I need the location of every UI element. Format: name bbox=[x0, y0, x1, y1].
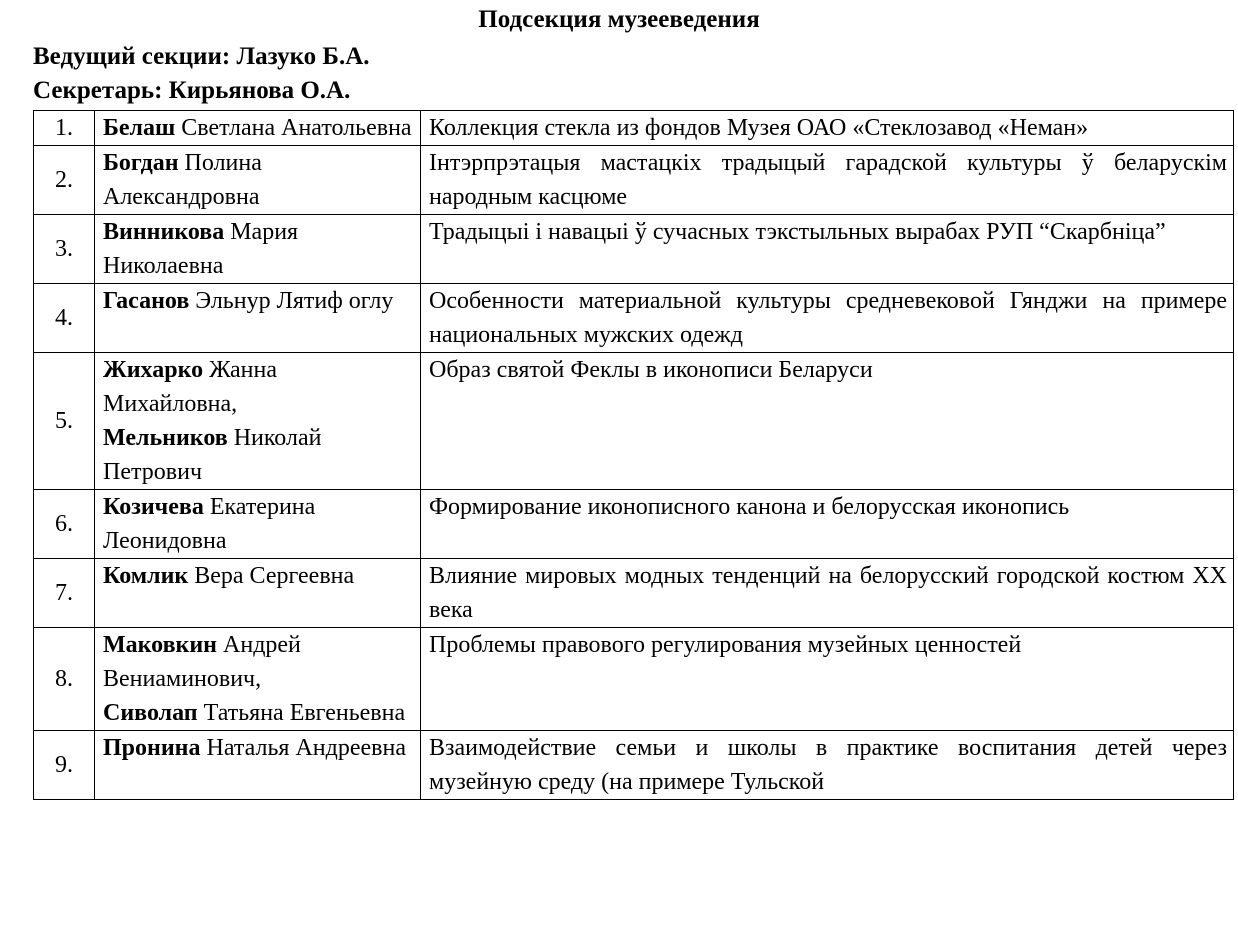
row-topic: Взаимодействие семьи и школы в практике воспитания детей через музейную среду (на примере Тульской bbox=[421, 731, 1234, 800]
author-name: Вера Сергеевна bbox=[188, 563, 355, 589]
author bbox=[103, 628, 414, 696]
author-name: Жанна Михайловна, bbox=[103, 357, 278, 417]
section-lead: Ведущий секции: Лазуко Б.А. bbox=[33, 43, 370, 70]
table-row bbox=[34, 353, 1234, 490]
row-authors bbox=[95, 146, 421, 215]
row-number: 1. bbox=[34, 111, 95, 146]
author-surname: Комлик bbox=[103, 563, 189, 589]
row-authors bbox=[95, 353, 421, 490]
row-topic: Інтэрпрэтацыя мастацкіх традыцый гарадской культуры ў беларускім народным касцюме bbox=[421, 146, 1234, 215]
row-number: 9. bbox=[34, 731, 95, 800]
table-row bbox=[34, 628, 1234, 731]
author bbox=[103, 146, 414, 214]
author-surname: Маковкин bbox=[103, 632, 218, 658]
row-topic: Коллекция стекла из фондов Музея ОАО «Стеклозавод «Неман» bbox=[421, 111, 1234, 146]
row-topic: Проблемы правового регулирования музейных ценностей bbox=[421, 628, 1234, 731]
author-name: Андрей Вениаминович, bbox=[103, 632, 301, 692]
table-row bbox=[34, 215, 1234, 284]
author-name: Наталья Андреевна bbox=[200, 735, 406, 761]
author-surname: Белаш bbox=[103, 115, 176, 141]
row-authors bbox=[95, 284, 421, 353]
table-row bbox=[34, 111, 1234, 146]
program-table bbox=[33, 110, 1234, 800]
author bbox=[103, 111, 414, 145]
row-authors bbox=[95, 628, 421, 731]
row-authors bbox=[95, 559, 421, 628]
author-name: Эльнур Лятиф оглу bbox=[189, 288, 394, 314]
page-title: Подсекция музееведения bbox=[478, 6, 760, 33]
author-surname: Винникова bbox=[103, 219, 225, 245]
author-surname: Богдан bbox=[103, 150, 179, 176]
row-authors bbox=[95, 215, 421, 284]
row-number: 6. bbox=[34, 490, 95, 559]
table-row bbox=[34, 731, 1234, 800]
row-topic: Традыцыі і навацыі ў сучасных тэкстыльных вырабах РУП “Скарбніца” bbox=[421, 215, 1234, 284]
row-number: 7. bbox=[34, 559, 95, 628]
author-surname: Мельников bbox=[103, 425, 228, 451]
author-surname: Гасанов bbox=[103, 288, 190, 314]
author-surname: Пронина bbox=[103, 735, 201, 761]
author-surname: Козичева bbox=[103, 494, 204, 520]
table-row bbox=[34, 490, 1234, 559]
row-number: 8. bbox=[34, 628, 95, 731]
row-topic: Образ святой Феклы в иконописи Беларуси bbox=[421, 353, 1234, 490]
row-number: 2. bbox=[34, 146, 95, 215]
row-authors bbox=[95, 111, 421, 146]
author-name: Николай Петрович bbox=[103, 425, 322, 485]
table-row bbox=[34, 146, 1234, 215]
row-topic: Влияние мировых модных тенденций на белорусский городской костюм ХХ века bbox=[421, 559, 1234, 628]
author bbox=[103, 284, 414, 318]
table-row bbox=[34, 559, 1234, 628]
row-authors bbox=[95, 731, 421, 800]
author bbox=[103, 215, 414, 283]
author bbox=[103, 559, 414, 593]
author bbox=[103, 353, 414, 421]
row-topic: Формирование иконописного канона и белорусская иконопись bbox=[421, 490, 1234, 559]
author-surname: Сиволап bbox=[103, 700, 198, 726]
row-number: 4. bbox=[34, 284, 95, 353]
row-topic: Особенности материальной культуры средневековой Гянджи на примере национальных мужских одежд bbox=[421, 284, 1234, 353]
author-name: Екатерина Леонидовна bbox=[103, 494, 316, 554]
author-name: Мария Николаевна bbox=[103, 219, 299, 279]
author-name: Светлана Анатольевна bbox=[175, 115, 412, 141]
row-number: 5. bbox=[34, 353, 95, 490]
author-name: Полина Александровна bbox=[103, 150, 262, 210]
table-row bbox=[34, 284, 1234, 353]
author bbox=[103, 490, 414, 558]
author bbox=[103, 696, 414, 730]
author bbox=[103, 731, 414, 765]
author-name: Татьяна Евгеньевна bbox=[197, 700, 406, 726]
row-number: 3. bbox=[34, 215, 95, 284]
author-surname: Жихарко bbox=[103, 357, 204, 383]
section-secretary: Секретарь: Кирьянова О.А. bbox=[33, 77, 351, 104]
author bbox=[103, 421, 414, 489]
row-authors bbox=[95, 490, 421, 559]
